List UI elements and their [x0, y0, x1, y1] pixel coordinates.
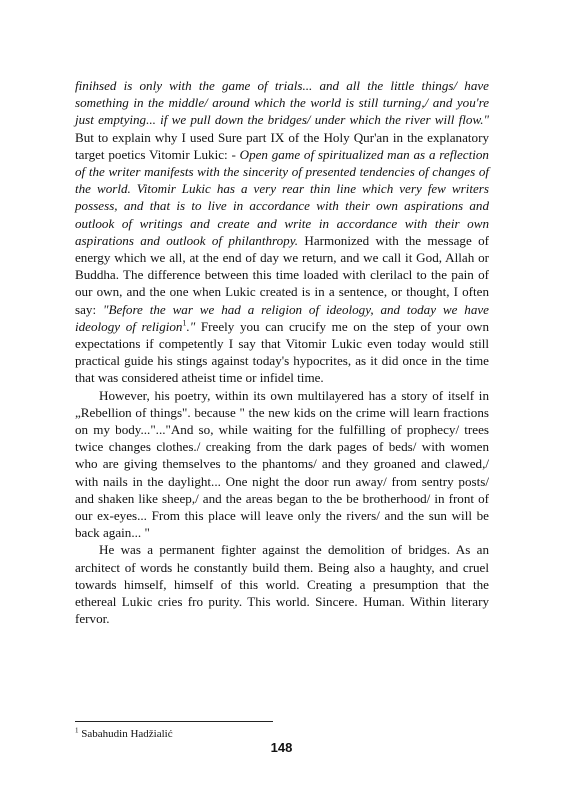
paragraph-1 [75, 77, 489, 387]
poem-quote: finihsed is only with the game of trials... and all the little things/ have something in the middle/ around which the world is still turning,/ and you're just emptying... if we pull down the bridges/ under which the river will flow." [75, 78, 489, 128]
italic-quote: "Before the war we had a religion of ideology, and today we have ideology of religion [75, 301, 489, 334]
footnote-reference[interactable]: 1 [182, 318, 187, 328]
footnote-text: Sabahudin Hadžialić [78, 728, 173, 740]
page-body [75, 77, 489, 628]
footnote-separator [75, 721, 273, 722]
italic-quote: Open game of spiritualized man as a reflection of the writer manifests with the sincerity of presented tendencies of changes of the world. Vitomir Lukic has a very rear thin line which very few writers possess, and that is to live in accordance with their own aspirations and outlook of writings and create and write in accordance with their own aspirations and outlook of philanthropy. [75, 146, 489, 248]
body-text: Harmonized with the message of energy which we all, at the end of day we return, and we call it God, Allah or Buddha. The difference between this time loaded with clerilacl to the pain of our own, and the one when Lukic created is in a sentence, or thought, I often say: [75, 232, 489, 317]
body-text: But to explain why I used Sure part IX of the Holy Qur'an in the explanatory target poetics Vitomir Lukic: - [75, 129, 489, 162]
paragraph-2: However, his poetry, within its own multilayered has a story of itself in „Rebellion of things". because " the new kids on the crime will learn fractions on my body..."..."And so, while waiting for the fulfilling of prophecy/ trees twice changes clothes./ creaking from the dark pages of beds/ with women who are giving themselves to the phantoms/ and they groaned and clawed,/ with nails in the daylight... One night the door run away/ from sentry posts/ and shaken like sheep,/ and the areas began to the be brotherhood/ in front of our ex-eyes... From this place will leave only the rivers/ and the sun will be back again... " [75, 387, 489, 541]
footnote-number: 1 [75, 726, 79, 735]
paragraph-3: He was a permanent fighter against the demolition of bridges. As an architect of words he constantly build them. Being also a haughty, and cruel towards himself, himself of this world. Creating a presumption that the ethereal Lukic cries fro purity. This world. Sincere. Human. Within literary fervor. [75, 542, 489, 627]
italic-quote-end: ." [186, 318, 196, 334]
body-text: Freely you can crucify me on the step of your own expectations if competently I say that Vitomir Lukic even today would still practical guide his stings against today's hypocrites, as it did once in the time that was considered atheist time or infidel time. [75, 318, 490, 386]
page-number: 148 [270, 740, 293, 755]
